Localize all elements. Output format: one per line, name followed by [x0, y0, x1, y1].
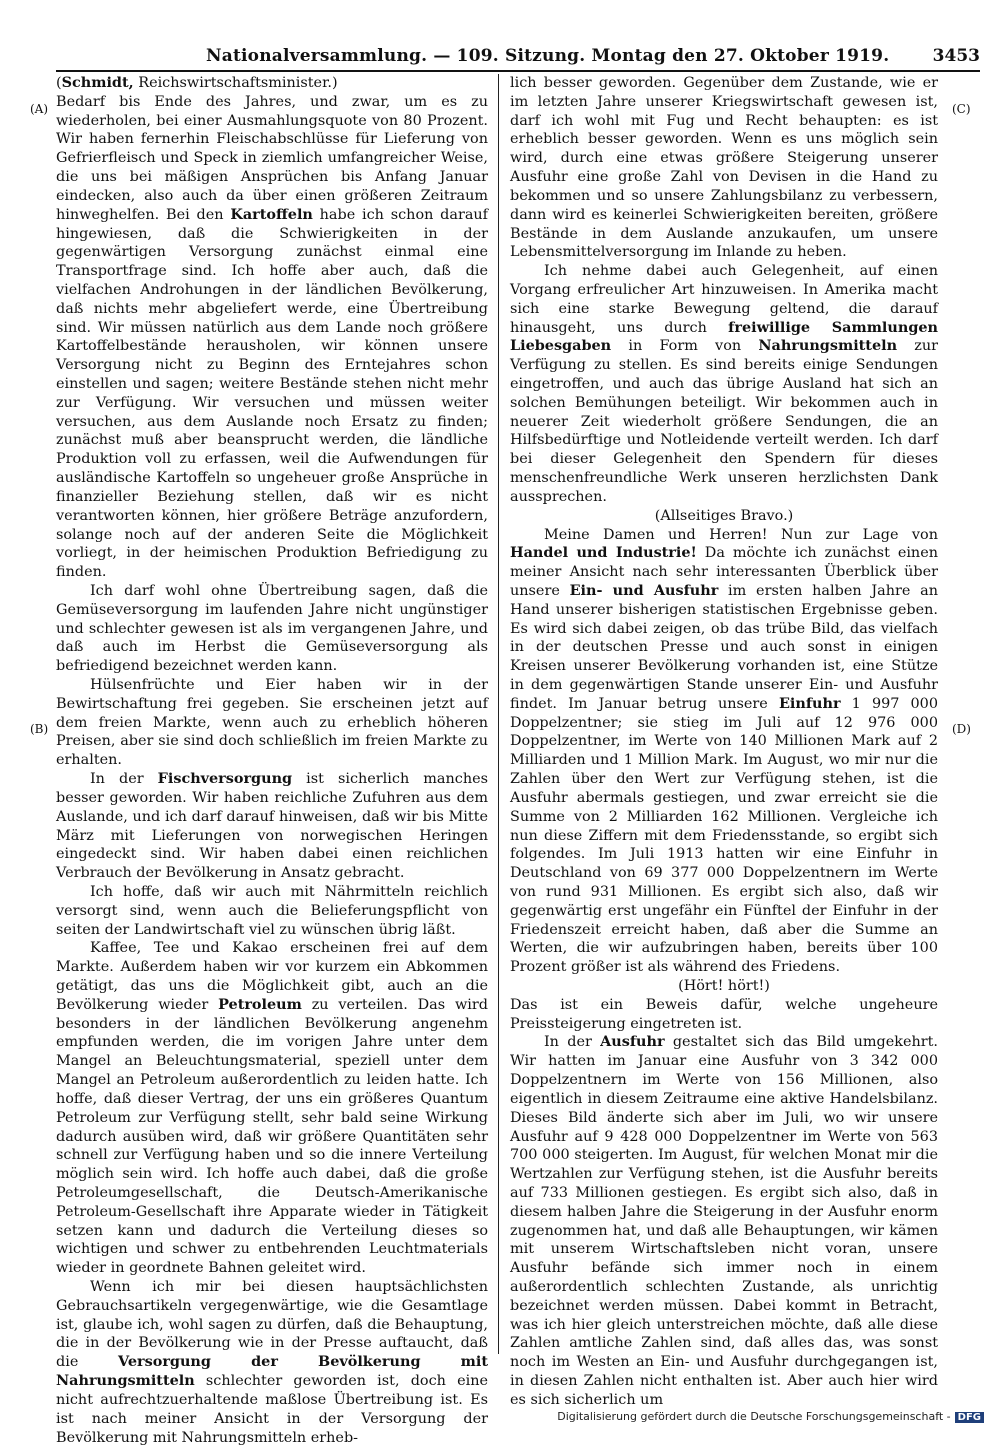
paragraph: Ich nehme dabei auch Gelegenheit, auf einen Vorgang erfreulicher Art hinzuweisen. In Amerika macht sich eine starke Bewegung geltend, die darauf hinausgeht, uns durch freiwillige Sammlungen Liebesgaben in Form von Nahrungsmitteln zur Verfügung zu stellen. Es sind bereits einige Sendungen eingetroffen, und auch das übrige Ausland hat sich an solchen Bemühungen beteiligt. Wir bekommen auch in neuerer Zeit wiederholt größere Sendungen, die an Hilfsbedürftige und Notleidende verteilt werden. Ich darf bei dieser Gelegenheit den Spendern für dieses menschenfreundliche Werk unseren herzlichsten Dank aussprechen.: [510, 263, 938, 505]
column-divider: [498, 74, 499, 1354]
paragraph: In der Fischversorgung ist sicherlich manches besser geworden. Wir haben reichliche Zufuhren aus dem Auslande, und ich darf darauf hinweisen, daß wir bis Mitte März mit Lieferungen von norwegischen Heringen eingedeckt sind. Wir haben dabei einen reichlichen Verbrauch der Bevölkerung in Ansatz gebracht.: [56, 770, 488, 882]
paragraph: Kaffee, Tee und Kakao erscheinen frei auf dem Markte. Außerdem haben wir vor kurzem ein Abkommen getätigt, das uns die Möglichkeit gibt, auch an die Bevölkerung wieder Petroleum zu verteilen. Das wird besonders in der ländlichen Bevölkerung angenehm empfunden werden, die im vorigen Jahre unter dem Mangel an Beleuchtungsmaterial, speziell unter dem Mangel an Petroleum außerordentlich zu leiden hatte. Ich hoffe, daß dieser Vertrag, der uns ein größeres Quantum Petroleum zur Verfügung stellt, sehr bald seine Wirkung dadurch ausüben wird, daß wir größere Quantitäten sehr schnell zur Verfügung haben und so die innere Verteilung möglich sein wird. Ich hoffe auch dabei, daß die große Petroleumgesellschaft, die Deutsch-Amerikanische Petroleum-Gesellschaft ihre Apparate wieder in Tätigkeit setzen kann und dadurch die Verteilung dieses so wichtigen und schwer zu entbehrenden Leuchtmaterials wieder in geordnete Bahnen geleitet wird.: [56, 940, 488, 1277]
interjection: (Hört! hört!): [678, 978, 770, 994]
paragraph: lich besser geworden. Gegenüber dem Zustande, wie er im letzten Jahre unserer Kriegswirtschaft gewesen ist, darf ich wohl mit Fug und Recht behaupten: es ist erheblich besser geworden. Wenn es uns möglich sein wird, durch eine etwas größere Steigerung unserer Ausfuhr eine große Zahl von Devisen in die Hand zu bekommen und so unsere Zahlungsbilanz zu verbessern, dann wird es keinerlei Schwierigkeiten bereiten, größere Bestände in dem Auslande anzukaufen, um unsere Lebensmittelversorgung im Inlande zu heben.: [510, 75, 938, 261]
margin-marker-c: (C): [952, 102, 971, 116]
margin-marker-a: (A): [30, 102, 49, 116]
footer-text: Digitalisierung gefördert durch die Deutsche Forschungsgemeinschaft -: [557, 1410, 951, 1423]
paragraph: Bedarf bis Ende des Jahres, und zwar, um es zu wiederholen, bei einer Ausmahlungsquote von 80 Prozent. Wir haben fernerhin Fleischabschlüsse für Lieferung von Gefrierfleisch und Speck in ziemlich umfangreicher Weise, die uns bei mäßigen Ansprüchen bis Anfang Januar eindecken, also auch da über einen größeren Zeitraum hinweghelfen. Bei den Kartoffeln habe ich schon darauf hingewiesen, daß die Schwierigkeiten in der gegenwärtigen Versorgung zunächst einmal eine Transportfrage sind. Ich hoffe aber auch, daß die vielfachen Androhungen in der ländlichen Bevölkerung, daß nichts mehr abgeliefert werde, eine Übertreibung sind. Wir müssen natürlich aus dem Lande noch größere Kartoffelbestände herausholen, wir können unsere Versorgung nicht zu Beginn des Erntejahres schon einstellen und sagen; weitere Bestände stehen nicht mehr zur Verfügung. Wir versuchen und müssen weiter versuchen, aus dem Auslande noch Ersatz zu finden; zunächst muß aber beansprucht werden, die ländliche Produktion voll zu erfassen, weil die Aufwendungen für ausländische Kartoffeln so ungeheuer große Ansprüche in finanzieller Beziehung stellen, daß wir es nicht verantworten können, hier größere Beträge anzufordern, solange noch auf der anderen Seite die Möglichkeit vorliegt, in der heimischen Produktion Befriedigung zu finden.: [56, 93, 489, 581]
paragraph: Ich darf wohl ohne Übertreibung sagen, daß die Gemüseversorgung im laufenden Jahre nicht ungünstiger und schlechter gewesen ist als im vergangenen Jahre, und daß auch im Herbst die Gemüseversorgung als befriedigend bezeichnet werden kann.: [56, 582, 488, 675]
paragraph: Meine Damen und Herren! Nun zur Lage von Handel und Industrie! Da möchte ich zunächst einen meiner Ansicht nach sehr interessanten Überblick über unsere Ein- und Ausfuhr im ersten halben Jahre an Hand unserer bisherigen statistischen Ergebnisse geben. Es wird sich dabei zeigen, ob das trübe Bild, das vielfach in der deutschen Presse und auch sonst in einigen Kreisen unserer Bevölkerung vorhanden ist, eine Stütze in dem gegenwärtigen Stande unserer Ein- und Ausfuhr findet. Im Januar betrug unsere Einfuhr 1 997 000 Doppelzentner; sie stieg im Juli auf 12 976 000 Doppelzentner, im Werte von 140 Millionen Mark auf 2 Milliarden und 1 Million Mark. Im August, wo mir nur die Zahlen über den Wert zur Verfügung stehen, ist die Ausfuhr abermals gestiegen, und zwar erreicht sie die Summe von 2 Milliarden 162 Millionen. Vergleiche ich nun diese Ziffern mit dem Friedensstande, so ergibt sich folgendes. Im Juli 1913 hatten wir eine Einfuhr in Deutschland von 69 377 000 Doppelzentnern im Werte von rund 931 Millionen. Es ergibt sich also, daß wir gegenwärtig erst ungefähr ein Fünftel der Einfuhr in der Friedenszeit erreicht haben, daß aber die Summe an Werten, die wir aufzubringen haben, bereits über 100 Prozent größer ist als während des Friedens.: [510, 526, 938, 976]
dfg-logo: DFG: [955, 1412, 984, 1423]
page-header: [56, 44, 980, 72]
margin-marker-b: (B): [30, 722, 49, 736]
paragraph: Ich hoffe, daß wir auch mit Nährmitteln reichlich versorgt sind, wenn auch die Belieferungspflicht von seiten der Landwirtschaft viel zu wünschen übrig läßt.: [56, 883, 488, 938]
speaker-line: (Schmidt, Reichswirtschaftsminister.): [56, 74, 338, 91]
speaker-role: Reichswirtschaftsminister.): [133, 75, 338, 91]
paragraph: Wenn ich mir bei diesen hauptsächlichsten Gebrauchsartikeln vergegenwärtige, wie die Gesamtlage ist, glaube ich, wohl sagen zu dürfen, daß die Behauptung, die in der Bevölkerung wie in der Presse auftaucht, daß die Versorgung der Bevölkerung mit Nahrungsmitteln schlechter geworden ist, doch eine nicht aufrechtzuerhaltende maßlose Übertreibung ist. Es ist nach meiner Ansicht in der Versorgung der Bevölkerung mit Nahrungsmitteln erheb-: [56, 1279, 488, 1446]
paragraph: In der Ausfuhr gestaltet sich das Bild umgekehrt. Wir hatten im Januar eine Ausfuhr von 3 342 000 Doppelzentnern im Werte von 156 Millionen, also eigentlich in diesem Zeitraume eine aktive Handelsbilanz. Dieses Bild änderte sich aber im Juli, wo wir unsere Ausfuhr auf 9 428 000 Doppelzentner im Werte von 563 700 000 steigerten. Im August, für welchen Monat mir die Wertzahlen zur Verfügung stehen, ist die Ausfuhr bereits auf 733 Millionen gestiegen. Es ergibt sich also, daß in diesem halben Jahre die Steigerung in der Ausfuhr enorm zugenommen hat, und daß alle Behauptungen, wir kämen mit unserem Wirtschaftsleben nicht voran, unsere Ausfuhr befände sich immer noch in einem außerordentlich schlechten Zustande, als unrichtig bezeichnet werden müssen. Dabei kommt in Betracht, was ich hier gleich unterstreichen möchte, daß alle diese Zahlen amtliche Zahlen sind, daß alles das, was sonst noch im Westen an Ein- und Ausfuhr durchgegangen ist, in diesen Zahlen nicht enthalten ist. Aber auch hier wird es sich sicherlich um: [510, 1033, 938, 1408]
digitization-footer: [557, 1410, 984, 1423]
right-column: [510, 74, 938, 1410]
paragraph: Hülsenfrüchte und Eier haben wir in der Bewirtschaftung frei gegeben. Sie erscheinen jetzt auf dem freien Markte, wenn auch zu erheblich höheren Preisen, aber sie sind doch schließlich im freien Markte zu erhalten.: [56, 677, 488, 769]
speaker-name: Schmidt,: [61, 74, 134, 91]
margin-marker-d: (D): [952, 722, 971, 736]
paragraph: Das ist ein Beweis dafür, welche ungeheure Preissteigerung eingetreten ist.: [510, 996, 938, 1032]
left-column: [56, 74, 488, 1447]
page-title: Nationalversammlung. — 109. Sitzung. Montag den 27. Oktober 1919.: [206, 46, 890, 66]
page-number: 3453: [932, 46, 980, 66]
interjection: (Allseitiges Bravo.): [654, 507, 794, 524]
